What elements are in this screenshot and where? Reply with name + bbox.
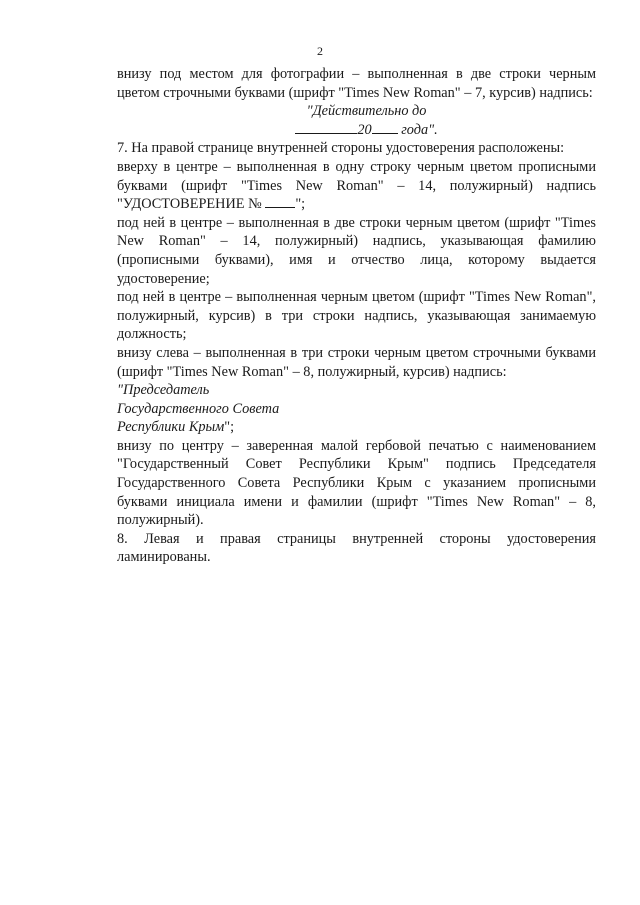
blank-certificate-number: [265, 206, 295, 208]
valid-until-line-2: [117, 121, 596, 140]
valid-until-text: "Действительно до: [306, 103, 427, 120]
item7-bottom-center-paragraph: внизу по центру – заверенная малой гербовой печатью с наименованием "Государственный Совет Республики Крым" подпись Председателя Государственного Совета Республики Крым с указанием прописными буквами инициала имени и фамилии (шрифт "Times New Roman" – 8, полужирный).: [117, 437, 596, 529]
year-prefix: 20: [357, 121, 372, 138]
item7-bottom-left-paragraph: внизу слева – выполненная в три строки черным цветом строчными буквами (шрифт "Times New Roman" – 8, полужирный, курсив) надпись:: [117, 344, 596, 380]
year-suffix: года".: [401, 121, 438, 138]
blank-year-field: [372, 132, 398, 134]
item7-heading: 7. На правой странице внутренней стороны удостоверения расположены:: [117, 140, 565, 157]
chair-line-3-wrapper: [117, 418, 596, 437]
item7-position-paragraph: под ней в центре – выполненная черным цветом (шрифт "Times New Roman", полужирный, курсив) в три строки надпись, указывающая занимаемую должность;: [117, 289, 596, 343]
item7-name-paragraph: под ней в центре – выполненная в две строки черным цветом (шрифт "Times New Roman" – 14, полужирный) надпись, указывающая фамилию (прописными буквами), имя и отчество лица, которому выдается удостоверение;: [117, 214, 596, 287]
document-body: [117, 65, 596, 567]
valid-until-line-1: [117, 102, 596, 121]
blank-date-field: [295, 132, 357, 134]
item7-top-center-paragraph: [117, 158, 596, 214]
chair-line-3-end: ";: [224, 419, 235, 436]
chair-line-3: Республики Крым: [117, 419, 225, 436]
chair-line-1: "Председатель: [117, 382, 210, 399]
chair-line-2: Государственного Совета: [117, 400, 280, 417]
item8-paragraph: 8. Левая и правая страницы внутренней стороны удостоверения ламинированы.: [117, 530, 596, 566]
photo-caption-paragraph: внизу под местом для фотографии – выполненная в две строки черным цветом строчными буквами (шрифт "Times New Roman" – 7, курсив) надпись:: [117, 66, 596, 101]
page-number: 2: [317, 44, 323, 58]
item7-top-text: вверху в центре – выполненная в одну строку черным цветом прописными буквами (шрифт "Times New Roman" – 14, полужирный) надпись "УДОСТОВЕРЕНИЕ №: [117, 158, 596, 213]
item7-top-end: ";: [295, 196, 306, 213]
